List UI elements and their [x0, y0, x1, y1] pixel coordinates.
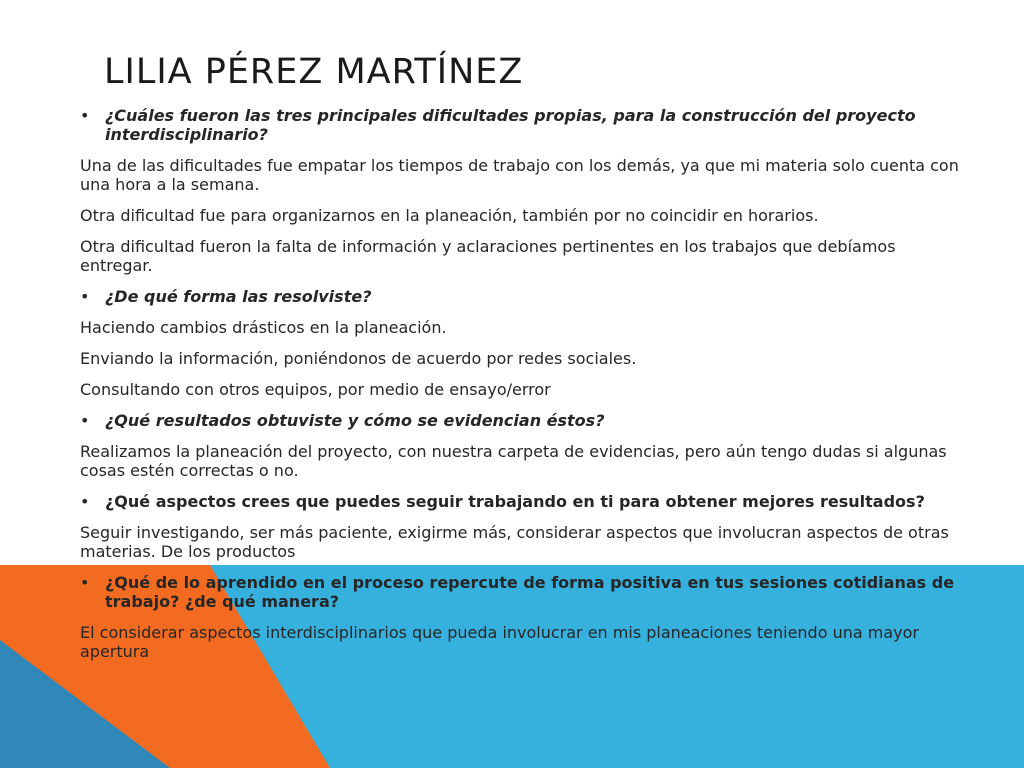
question-4 — [80, 492, 960, 511]
question-text: ¿Qué resultados obtuviste y cómo se evidencian éstos? — [105, 411, 605, 430]
answer-paragraph: Enviando la información, poniéndonos de acuerdo por redes sociales. — [80, 349, 637, 368]
answer-paragraph: Realizamos la planeación del proyecto, con nuestra carpeta de evidencias, pero aún tengo dudas si algunas cosas estén correctas o no. — [80, 442, 947, 480]
question-text: ¿Qué de lo aprendido en el proceso repercute de forma positiva en tus sesiones cotidianas de trabajo? ¿de qué manera? — [105, 573, 955, 611]
answer-paragraph: El considerar aspectos interdisciplinarios que pueda involucrar en mis planeaciones teniendo una mayor apertura — [80, 623, 919, 661]
question-text: ¿De qué forma las resolviste? — [105, 287, 372, 306]
question-2 — [80, 287, 960, 306]
bullet-icon: • — [80, 573, 90, 592]
bullet-icon: • — [80, 411, 90, 430]
answer-paragraph: Haciendo cambios drásticos en la planeación. — [80, 318, 447, 337]
question-3 — [80, 411, 960, 430]
answer-paragraph: Consultando con otros equipos, por medio de ensayo/error — [80, 380, 551, 399]
bullet-icon: • — [80, 287, 90, 306]
bullet-icon: • — [80, 492, 90, 511]
question-5 — [80, 573, 960, 611]
question-1 — [80, 106, 960, 144]
answer-paragraph: Otra dificultad fueron la falta de información y aclaraciones pertinentes en los trabajos que debíamos entregar. — [80, 237, 896, 275]
slide-title: LILIA PÉREZ MARTÍNEZ — [104, 52, 524, 92]
bullet-icon: • — [80, 106, 90, 125]
slide-content — [80, 106, 960, 673]
answer-paragraph: Seguir investigando, ser más paciente, exigirme más, considerar aspectos que involucran aspectos de otras materias. De los productos — [80, 523, 949, 561]
answer-paragraph: Una de las dificultades fue empatar los tiempos de trabajo con los demás, ya que mi materia solo cuenta con una hora a la semana. — [80, 156, 959, 194]
answer-paragraph: Otra dificultad fue para organizarnos en la planeación, también por no coincidir en horarios. — [80, 206, 819, 225]
question-text: ¿Qué aspectos crees que puedes seguir trabajando en ti para obtener mejores resultados? — [105, 492, 925, 511]
question-text: ¿Cuáles fueron las tres principales dificultades propias, para la construcción del proyecto interdisciplinario? — [105, 106, 916, 144]
